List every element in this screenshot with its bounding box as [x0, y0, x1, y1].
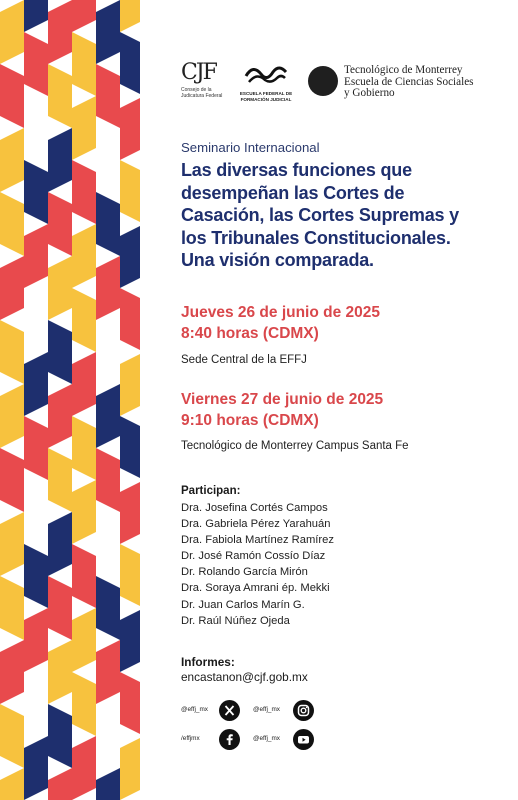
- pattern-chevron: [96, 512, 120, 576]
- pattern-chevron: [24, 608, 48, 672]
- pattern-chevron: [24, 288, 48, 352]
- event-title-line: Las diversas funciones que: [181, 160, 412, 180]
- pattern-chevron: [0, 192, 24, 256]
- decorative-chevron-pattern: [0, 0, 140, 800]
- pattern-chevron: [24, 96, 48, 160]
- pattern-chevron: [48, 768, 72, 800]
- participant-name: Dr. Juan Carlos Marín G.: [181, 598, 305, 611]
- pattern-chevron: [72, 608, 96, 672]
- social-handle: @effj_mx: [253, 706, 280, 713]
- pattern-chevron: [48, 320, 72, 384]
- pattern-chevron: [0, 128, 24, 192]
- pattern-chevron: [72, 736, 96, 800]
- facebook-icon[interactable]: [219, 729, 240, 750]
- pattern-chevron: [120, 0, 140, 32]
- tec-name-line-3: y Gobierno: [344, 87, 395, 99]
- participants-list: [181, 500, 334, 629]
- pattern-chevron: [120, 608, 140, 672]
- social-youtube[interactable]: [253, 729, 315, 751]
- pattern-chevron: [96, 768, 120, 800]
- pattern-chevron: [24, 352, 48, 416]
- pattern-chevron: [48, 384, 72, 448]
- pattern-chevron: [120, 416, 140, 480]
- pattern-chevron: [72, 288, 96, 352]
- event-series: Seminario Internacional: [181, 140, 320, 155]
- event-title-line: desempeñan las Cortes de: [181, 182, 405, 203]
- pattern-chevron: [120, 288, 140, 352]
- participant-name: Dra. Soraya Amrani ép. Mekki: [181, 582, 330, 595]
- pattern-chevron: [24, 32, 48, 96]
- pattern-chevron: [72, 480, 96, 544]
- cjf-logo-caption: Consejo de la Judicatura Federal: [181, 87, 223, 99]
- pattern-chevron: [48, 640, 72, 704]
- pattern-chevron: [72, 32, 96, 96]
- session-2-time: 9:10 horas (CDMX): [181, 412, 319, 429]
- cjf-logo-mark: CJF: [181, 60, 216, 85]
- pattern-chevron: [120, 352, 140, 416]
- tec-name-line-2: Escuela de Ciencias Sociales: [344, 75, 474, 88]
- pattern-chevron: [72, 96, 96, 160]
- pattern-chevron: [96, 704, 120, 768]
- participant-name: Dr. Rolando García Mirón: [181, 566, 308, 579]
- pattern-chevron: [120, 160, 140, 224]
- pattern-chevron: [96, 64, 120, 128]
- effj-emblem-icon: [243, 62, 289, 86]
- pattern-chevron: [0, 640, 24, 704]
- pattern-chevron: [24, 224, 48, 288]
- pattern-chevron: [48, 0, 72, 64]
- pattern-chevron: [0, 448, 24, 512]
- pattern-chevron: [96, 384, 120, 448]
- event-title-line: los Tribunales Constitucionales.: [181, 227, 451, 248]
- social-facebook[interactable]: [181, 729, 241, 751]
- social-handle: /effjmx: [181, 735, 200, 742]
- youtube-icon[interactable]: [293, 729, 314, 750]
- session-2-date: Viernes 27 de junio de 2025: [181, 391, 384, 408]
- effj-caption-1: ESCUELA FEDERAL DE: [239, 91, 293, 96]
- social-x[interactable]: [181, 700, 241, 722]
- session-1-venue: Sede Central de la EFFJ: [181, 354, 307, 366]
- pattern-chevron: [48, 704, 72, 768]
- pattern-chevron: [120, 32, 140, 96]
- participant-name: Dra. Fabiola Martínez Ramírez: [181, 534, 334, 547]
- tec-seal-icon: [308, 66, 338, 96]
- pattern-chevron: [0, 512, 24, 576]
- social-handle: @effj_mx: [253, 735, 280, 742]
- pattern-chevron: [72, 672, 96, 736]
- event-title-line: Casación, las Cortes Supremas y: [181, 205, 459, 225]
- pattern-chevron: [120, 544, 140, 608]
- pattern-chevron: [48, 192, 72, 256]
- pattern-chevron: [96, 576, 120, 640]
- pattern-chevron: [120, 480, 140, 544]
- x-icon[interactable]: [219, 700, 240, 721]
- pattern-chevron: [72, 416, 96, 480]
- pattern-chevron: [96, 320, 120, 384]
- pattern-chevron: [48, 64, 72, 128]
- pattern-chevron: [72, 224, 96, 288]
- pattern-chevron: [72, 0, 96, 32]
- pattern-chevron: [120, 736, 140, 800]
- pattern-chevron: [96, 0, 120, 64]
- pattern-chevron: [24, 672, 48, 736]
- pattern-chevron: [96, 448, 120, 512]
- tec-name-line-1: Tecnológico de Monterrey: [344, 64, 463, 76]
- social-handle: @effj_mx: [181, 706, 208, 713]
- pattern-chevron: [120, 672, 140, 736]
- pattern-chevron: [0, 0, 24, 64]
- participants-label: Participan:: [181, 485, 241, 497]
- pattern-chevron: [48, 512, 72, 576]
- pattern-chevron: [24, 544, 48, 608]
- pattern-chevron: [120, 96, 140, 160]
- session-1-time: 8:40 horas (CDMX): [181, 325, 319, 342]
- info-email[interactable]: encastanon@cjf.gob.mx: [181, 670, 308, 684]
- participant-name: Dr. Raúl Núñez Ojeda: [181, 614, 290, 627]
- instagram-icon[interactable]: [293, 700, 314, 721]
- effj-caption-2: FORMACIÓN JUDICIAL: [240, 97, 292, 102]
- pattern-chevron: [24, 480, 48, 544]
- tec-name: [344, 65, 506, 100]
- pattern-chevron: [72, 352, 96, 416]
- pattern-chevron: [96, 128, 120, 192]
- effj-logo: [237, 62, 295, 103]
- pattern-chevron: [24, 0, 48, 32]
- pattern-chevron: [24, 160, 48, 224]
- social-instagram[interactable]: [253, 700, 315, 722]
- pattern-chevron: [48, 448, 72, 512]
- pattern-chevron: [72, 544, 96, 608]
- pattern-chevron: [0, 576, 24, 640]
- pattern-chevron: [0, 256, 24, 320]
- pattern-chevron: [48, 128, 72, 192]
- pattern-chevron: [96, 256, 120, 320]
- session-2-venue: Tecnológico de Monterrey Campus Santa Fe: [181, 440, 409, 452]
- pattern-chevron: [0, 704, 24, 768]
- event-title: [181, 159, 501, 272]
- pattern-chevron: [120, 224, 140, 288]
- pattern-chevron: [24, 736, 48, 800]
- logo-bar: [181, 62, 506, 112]
- social-links: [181, 698, 331, 758]
- pattern-chevron: [96, 192, 120, 256]
- pattern-chevron: [24, 416, 48, 480]
- pattern-chevron: [0, 64, 24, 128]
- pattern-chevron: [48, 256, 72, 320]
- participant-name: Dra. Josefina Cortés Campos: [181, 502, 328, 514]
- participant-name: Dr. José Ramón Cossío Díaz: [181, 550, 326, 563]
- pattern-chevron: [0, 768, 24, 800]
- pattern-chevron: [72, 160, 96, 224]
- pattern-chevron: [0, 320, 24, 384]
- cjf-logo: [181, 62, 229, 99]
- event-title-line: Una visión comparada.: [181, 250, 374, 270]
- pattern-chevron: [0, 384, 24, 448]
- participant-name: Dra. Gabriela Pérez Yarahuán: [181, 518, 331, 531]
- pattern-chevron: [96, 640, 120, 704]
- session-1-date: Jueves 26 de junio de 2025: [181, 304, 381, 321]
- pattern-chevron: [48, 576, 72, 640]
- info-label: Informes:: [181, 655, 235, 669]
